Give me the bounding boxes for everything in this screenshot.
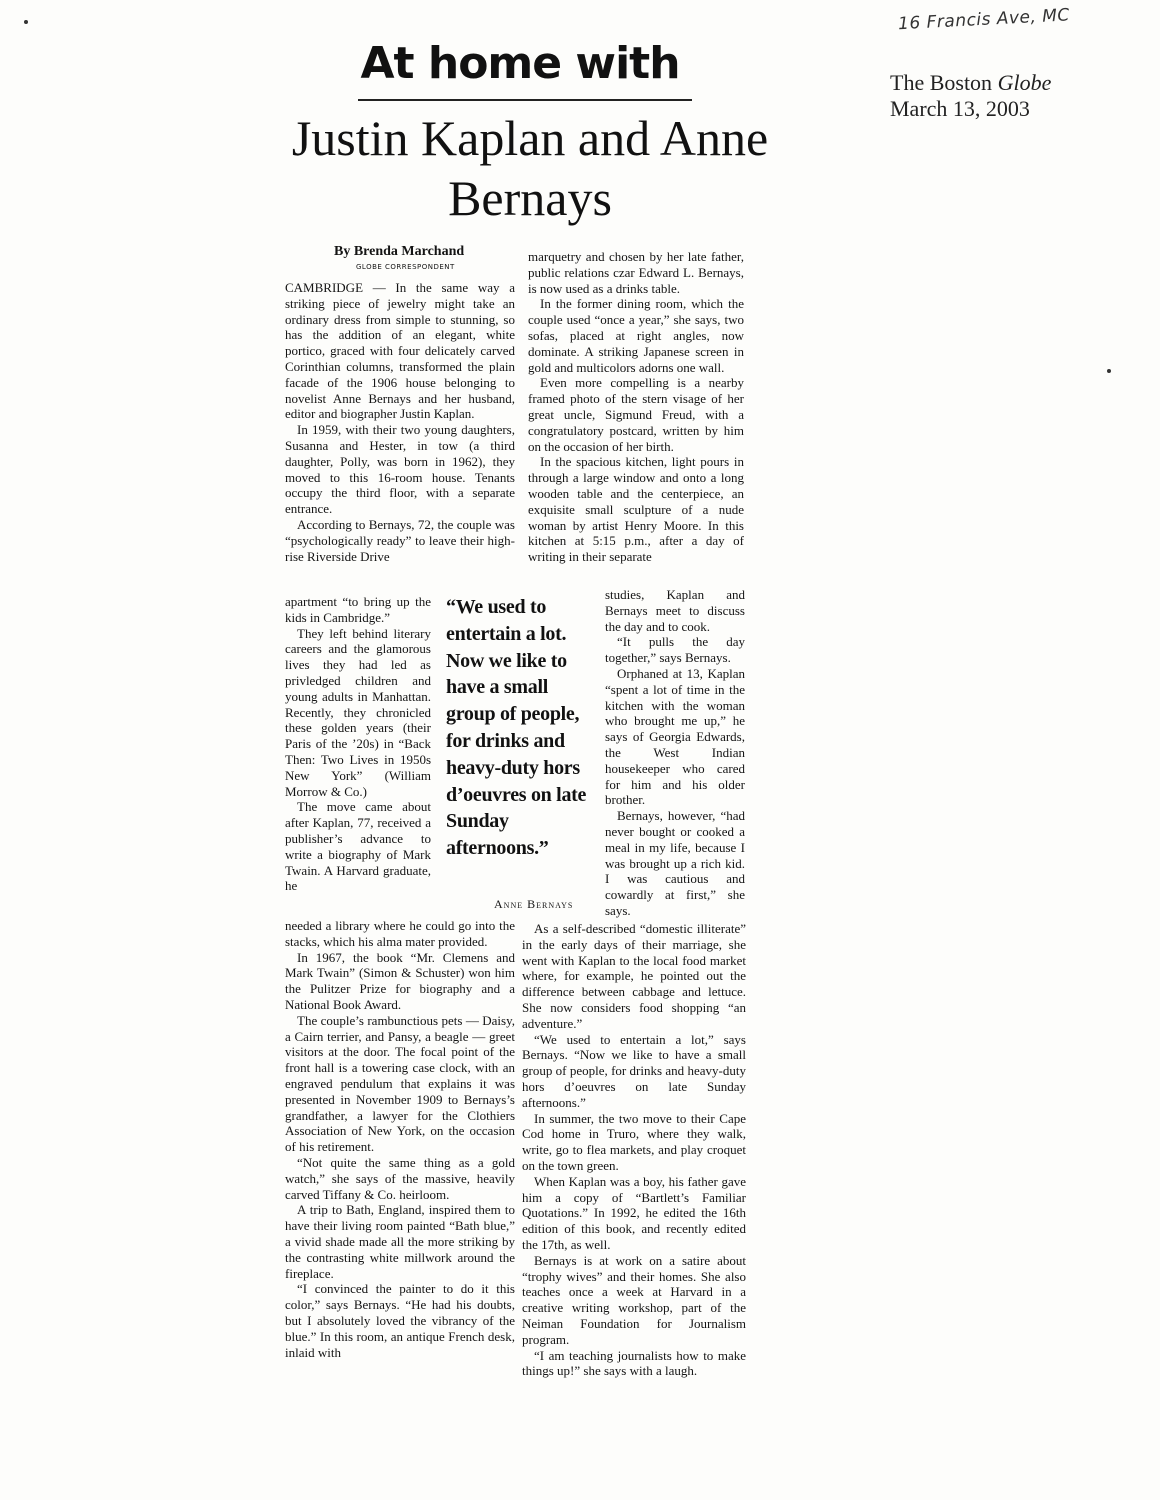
source-citation — [890, 70, 1051, 122]
column-2-bottom — [522, 921, 746, 1379]
kicker-rule — [358, 99, 692, 101]
handwritten-note: 16 Francis Ave, MC — [897, 5, 1071, 35]
paragraph: Even more compelling is a nearby framed photo of the stern visage of her great uncle, Sigmund Freud, with a congratulatory postcard, written by him on the occasion of her birth. — [528, 375, 744, 454]
section-kicker: At home with — [360, 38, 680, 89]
paragraph: CAMBRIDGE — In the same way a striking piece of jewelry might take an ordinary dress from simple to stunning, so has the addition of an elegant, white portico, graced with four delicately carved Corinthian columns, transformed the plain facade of the 1906 house belonging to novelist Anne Bernays and her husband, editor and biographer Justin Kaplan. — [285, 280, 515, 422]
paragraph: The move came about after Kaplan, 77, received a publisher’s advance to write a biography of Mark Twain. A Harvard graduate, he — [285, 799, 431, 894]
column-1-middle — [285, 594, 431, 894]
publication-date: March 13, 2003 — [890, 96, 1030, 121]
byline-title: GLOBE CORRESPONDENT — [356, 263, 455, 271]
column-1-top — [285, 280, 515, 564]
pull-quote: “We used to entertain a lot. Now we like to have a small group of people, for drinks and heavy-duty hors d’oeuvres on late Sunday afternoons.” — [446, 596, 587, 860]
paragraph: “I am teaching journalists how to make things up!” she says with a laugh. — [522, 1347, 746, 1379]
column-2-top — [528, 249, 744, 565]
paragraph: When Kaplan was a boy, his father gave him a copy of “Bartlett’s Familiar Quotations.” In 1992, he edited the 16th edition of this book, and recently edited the 17th, as well. — [522, 1173, 746, 1252]
paragraph: “It pulls the day together,” says Bernays. — [605, 634, 745, 666]
paragraph: needed a library where he could go into the stacks, which his alma mater provided. — [285, 918, 515, 949]
scan-speck — [1107, 369, 1111, 373]
paragraph: “Not quite the same thing as a gold watch,” she says of the massive, heavily carved Tiffany & Co. heirloom. — [285, 1154, 515, 1202]
paragraph: As a self-described “domestic illiterate” in the early days of their marriage, she went with Kaplan to the local food market where, for example, he pointed out the difference between cabbage and lettuce. She now considers food shopping “an adventure.” — [522, 921, 746, 1031]
paragraph: “I convinced the painter to do it this color,” says Bernays. “He had his doubts, but I absolutely loved the vibrancy of the blue.” In this room, an antique French desk, inlaid with — [285, 1281, 515, 1360]
paragraph: studies, Kaplan and Bernays meet to discuss the day and to cook. — [605, 587, 745, 634]
paragraph: Orphaned at 13, Kaplan “spent a lot of time in the kitchen with the woman who brought me up,” he says of Georgia Edwards, the West Indian housekeeper who cared for him and his older brother. — [605, 665, 745, 808]
paragraph: According to Bernays, 72, the couple was “psychologically ready” to leave their high-rise Riverside Drive — [285, 516, 515, 564]
paragraph: In summer, the two move to their Cape Cod home in Truro, where they walk, write, go to flea markets, and play croquet on the town green. — [522, 1110, 746, 1173]
paragraph: apartment “to bring up the kids in Cambridge.” — [285, 594, 431, 625]
paragraph: Bernays, however, “had never bought or cooked a meal in my life, because I was brought up a rich kid. I was cautious and cowardly at first,” she says. — [605, 808, 745, 918]
paragraph: “We used to entertain a lot,” says Bernays. “Now we like to have a small group of people, for drinks and heavy-duty hors d’oeuvres on late Sunday afternoons.” — [522, 1031, 746, 1110]
paragraph: marquetry and chosen by her late father, public relations czar Edward L. Bernays, is now used as a drinks table. — [528, 249, 744, 296]
paragraph: In the former dining room, which the couple used “once a year,” she says, two sofas, placed at right angles, now dominate. A striking Japanese screen in gold and multicolors adorns one wall. — [528, 296, 744, 375]
paragraph: The couple’s rambunctious pets — Daisy, a Cairn terrier, and Pansy, a beagle — greet visitors at the door. The focal point of the front hall is a towering case clock, with an engraved pendulum that explains it was presented in November 1909 to Bernays’s grandfather, a lawyer for the Clothiers Association of New York, on the occasion of his retirement. — [285, 1012, 515, 1155]
paragraph: In the spacious kitchen, light pours in through a large window and onto a long wooden table and the centerpiece, an exquisite small sculpture of a nude woman by artist Henry Moore. In this kitchen at 5:15 p.m., after a day of writing in their separate — [528, 454, 744, 565]
column-2-middle — [605, 587, 745, 919]
byline: By Brenda Marchand — [334, 244, 465, 259]
scan-speck — [24, 20, 28, 24]
paragraph: Bernays is at work on a satire about “trophy wives” and their homes. She also teaches once a week at Harvard in a creative writing workshop, part of the Neiman Foundation for Journalism program. — [522, 1252, 746, 1347]
paragraph: In 1967, the book “Mr. Clemens and Mark Twain” (Simon & Schuster) won him the Pulitzer Prize for biography and a National Book Award. — [285, 949, 515, 1012]
column-1-bottom — [285, 918, 515, 1360]
publication-name: The Boston Globe — [890, 70, 1052, 95]
paragraph: A trip to Bath, England, inspired them to have their living room painted “Bath blue,” a vivid shade made all the more striking by the contrasting white millwork around the fireplace. — [285, 1202, 515, 1281]
article-headline: Justin Kaplan and Anne Bernays — [291, 110, 769, 226]
paragraph: They left behind literary careers and the glamorous lives they had led as privledged children and young adults in Manhattan. Recently, they chronicled these golden years (their Paris of the ’20s) in “Back Then: Two Lives in 1950s New York” (William Morrow & Co.) — [285, 625, 431, 799]
pull-quote-credit: Anne Bernays — [494, 897, 574, 911]
paragraph: In 1959, with their two young daughters, Susanna and Hester, in tow (a third daughter, Polly, was born in 1962), they moved to this 16-room house. Tenants occupy the third floor, with a separate entrance. — [285, 422, 515, 517]
